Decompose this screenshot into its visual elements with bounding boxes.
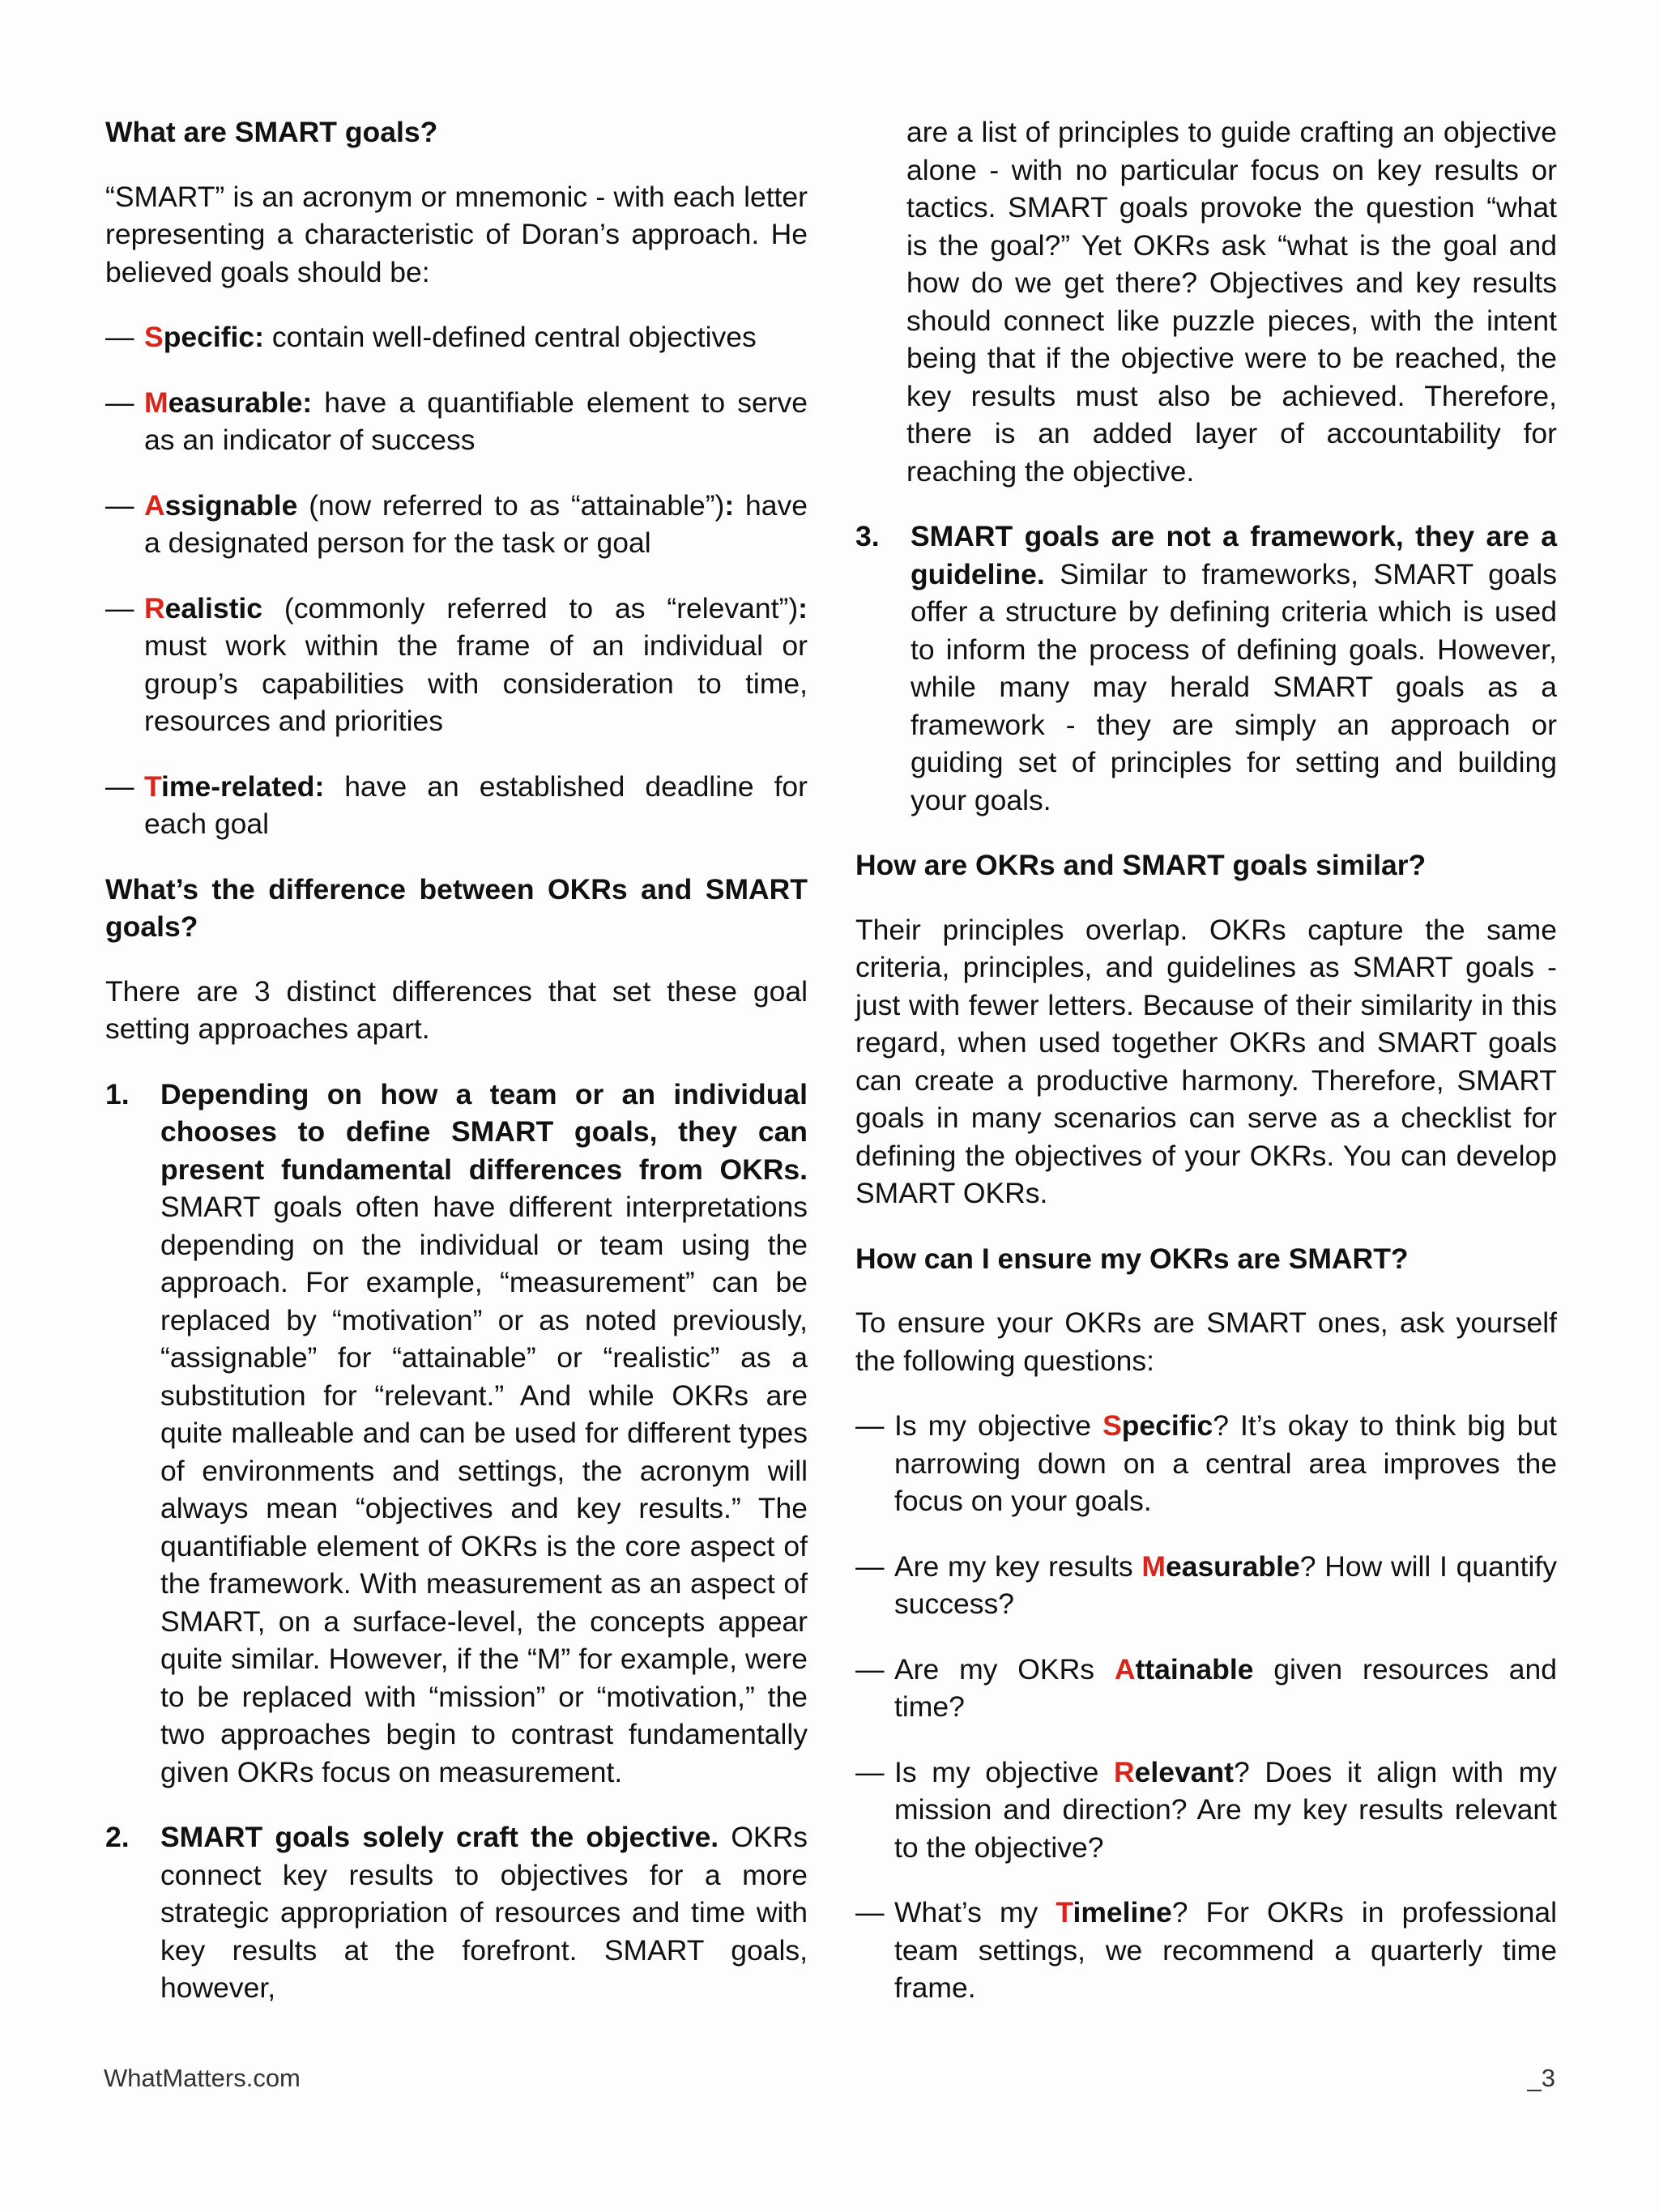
list-item: — What’s my Timeline? For OKRs in professional team settings, we recommend a quarterly time frame. [855, 1894, 1557, 2007]
list-number: 2. [105, 1821, 130, 1853]
heading-difference-okrs-smart: What’s the difference between OKRs and SMART goals? [105, 872, 808, 943]
heading-what-are-smart-goals: What are SMART goals? [105, 116, 438, 148]
list-item: — Measurable: have a quantifiable element to serve as an indicator of success [105, 384, 808, 459]
paragraph-principles-overlap: Their principles overlap. OKRs capture the same criteria, principles, and guidelines as SMART goals - just with fewer letters. Because of their similarity in this regard, when used together OKRs and SMART goals can create a productive harmony. Therefore, SMART goals in many scenarios can serve as a checklist for defining the objectives of your OKRs. You can develop SMART OKRs. [855, 913, 1557, 1209]
paragraph-smart-acronym: “SMART” is an acronym or mnemonic - with each letter representing a characteristic of Doran’s approach. He believed goals should be: [105, 180, 808, 288]
left-column [105, 113, 808, 2035]
paragraph-continuation: are a list of principles to guide crafting an objective alone - with no particular focus on key results or tactics. SMART goals provoke the question “what is the goal?” Yet OKRs ask “what is the goal and how do we get there? Objectives and key results should connect like puzzle pieces, with the intent being that if the objective were to be reached, the key results must also be achieved. Therefore, there is an added layer of accountability for reaching the objective. [906, 116, 1557, 488]
smart-criteria-list [105, 318, 808, 843]
list-item: 1. Depending on how a team or an individual chooses to define SMART goals, they can present fundamental differences from OKRs. SMART goals often have different interpretations depending on the individual or team using the approach. For example, “measurement” can be replaced by “motivation” or as noted previously, “assignable” for “attainable” or “realistic” as a substitution for “relevant.” And while OKRs are quite malleable and can be used for different types of environments and settings, the acronym will always mean “objectives and key results.” The quantifiable element of OKRs is the core aspect of the framework. With measurement as an aspect of SMART, on a surface-level, the concepts appear quite similar. However, if the “M” for example, were to be replaced with “mission” or “motivation,” the two approaches begin to contrast fundamentally given OKRs focus on measurement. [105, 1076, 808, 1792]
list-item: 3. SMART goals are not a framework, they are a guideline. Similar to frameworks, SMART goals offer a structure by defining criteria which is used to inform the process of defining goals. However, while many may herald SMART goals as a framework - they are simply an approach or guiding set of principles for setting and building your goals. [855, 518, 1557, 819]
dash-bullet: — [855, 1652, 885, 1686]
dash-bullet: — [855, 1409, 885, 1442]
list-item: — Time-related: have an established deadline for each goal [105, 768, 808, 843]
list-number: 1. [105, 1077, 130, 1110]
list-item: — Is my objective Relevant? Does it align with my mission and direction? Are my key results relevant to the objective? [855, 1754, 1557, 1867]
dash-bullet: — [105, 488, 134, 522]
paragraph-three-differences: There are 3 distinct differences that set these goal setting approaches apart. [105, 974, 808, 1045]
list-item: — Realistic (commonly referred to as “relevant”): must work within the frame of an individual or group’s capabilities with consideration to time, resources and priorities [105, 590, 808, 740]
heading-ensure-smart: How can I ensure my OKRs are SMART? [855, 1242, 1409, 1275]
dash-bullet: — [855, 1755, 885, 1788]
dash-bullet: — [855, 1896, 885, 1929]
differences-list [105, 1076, 808, 2007]
list-item: 2. SMART goals solely craft the objective. OKRs connect key results to objectives for a more strategic appropriation of resources and time with key results at the forefront. SMART goals, however, [105, 1818, 808, 2007]
list-item: — Are my OKRs Attainable given resources and time? [855, 1651, 1557, 1726]
paragraph-ask-yourself: To ensure your OKRs are SMART ones, ask yourself the following questions: [855, 1306, 1557, 1377]
list-item: — Is my objective Specific? It’s okay to think big but narrowing down on a central area improves the focus on your goals. [855, 1407, 1557, 1520]
list-number: 3. [855, 520, 880, 552]
dash-bullet: — [105, 591, 134, 624]
list-item: — Assignable (now referred to as “attainable”): have a designated person for the task or goal [105, 487, 808, 562]
differences-list-continued [855, 518, 1557, 819]
dash-bullet: — [105, 321, 134, 353]
smart-questions-list [855, 1407, 1557, 2007]
dash-bullet: — [855, 1549, 885, 1583]
footer-site: WhatMatters.com [104, 2064, 301, 2092]
list-item: — Specific: contain well-defined central objectives [105, 318, 808, 356]
page-number: _3 [1527, 2064, 1555, 2092]
right-column [855, 113, 1557, 2035]
list-item: — Are my key results Measurable? How will I quantify success? [855, 1548, 1557, 1623]
dash-bullet: — [105, 769, 134, 803]
dash-bullet: — [105, 386, 134, 419]
heading-how-similar: How are OKRs and SMART goals similar? [855, 849, 1427, 881]
